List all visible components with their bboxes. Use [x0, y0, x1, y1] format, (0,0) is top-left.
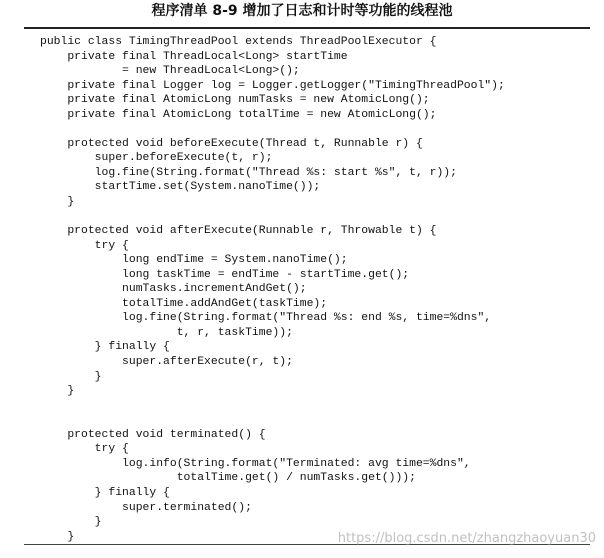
watermark: https://blog.csdn.net/zhangzhaoyuan30: [337, 531, 596, 546]
code-line: super.terminated();: [40, 501, 252, 514]
code-line: private final ThreadLocal<Long> startTime: [40, 50, 348, 63]
code-line: private final AtomicLong totalTime = new AtomicLong();: [40, 108, 437, 121]
code-line: }: [40, 516, 102, 529]
code-line: } finally {: [40, 486, 170, 499]
code-line: long taskTime = endTime - startTime.get();: [40, 268, 410, 281]
code-line: [40, 122, 596, 137]
code-line: [40, 399, 596, 414]
code-line: try {: [40, 239, 129, 252]
code-line: super.afterExecute(r, t);: [40, 356, 293, 369]
code-line: }: [40, 370, 102, 383]
code-line: [40, 210, 596, 225]
code-line: private final Logger log = Logger.getLogger("TimingThreadPool");: [40, 79, 505, 92]
code-line: = new ThreadLocal<Long>();: [40, 65, 300, 78]
code-line: super.beforeExecute(t, r);: [40, 152, 273, 165]
code-line: startTime.set(System.nanoTime());: [40, 181, 321, 194]
code-line: [40, 413, 596, 428]
code-line: }: [40, 196, 75, 209]
code-listing: [40, 35, 596, 541]
code-line: long endTime = System.nanoTime();: [40, 254, 348, 267]
code-line: } finally {: [40, 341, 170, 354]
code-line: log.fine(String.format("Thread %s: start %s", t, r));: [40, 166, 457, 179]
code-line: totalTime.addAndGet(taskTime);: [40, 297, 328, 310]
code-line: }: [40, 385, 75, 398]
code-line: protected void afterExecute(Runnable r, Throwable t) {: [40, 225, 437, 238]
listing-title: 程序清单 8-9 增加了日志和计时等功能的线程池: [151, 3, 453, 19]
code-line: private final AtomicLong numTasks = new AtomicLong();: [40, 94, 430, 107]
code-line: protected void terminated() {: [40, 428, 266, 441]
code-line: t, r, taskTime));: [40, 326, 293, 339]
code-line: numTasks.incrementAndGet();: [40, 283, 307, 296]
code-line: }: [40, 530, 75, 543]
code-line: totalTime.get() / numTasks.get()));: [40, 472, 416, 485]
code-line: log.info(String.format("Terminated: avg time=%dns",: [40, 457, 471, 470]
code-line: log.fine(String.format("Thread %s: end %s, time=%dns",: [40, 312, 492, 325]
code-line: protected void beforeExecute(Thread t, Runnable r) {: [40, 137, 423, 150]
code-line: try {: [40, 443, 129, 456]
top-rule: [24, 27, 590, 29]
code-line: public class TimingThreadPool extends ThreadPoolExecutor {: [40, 36, 437, 48]
